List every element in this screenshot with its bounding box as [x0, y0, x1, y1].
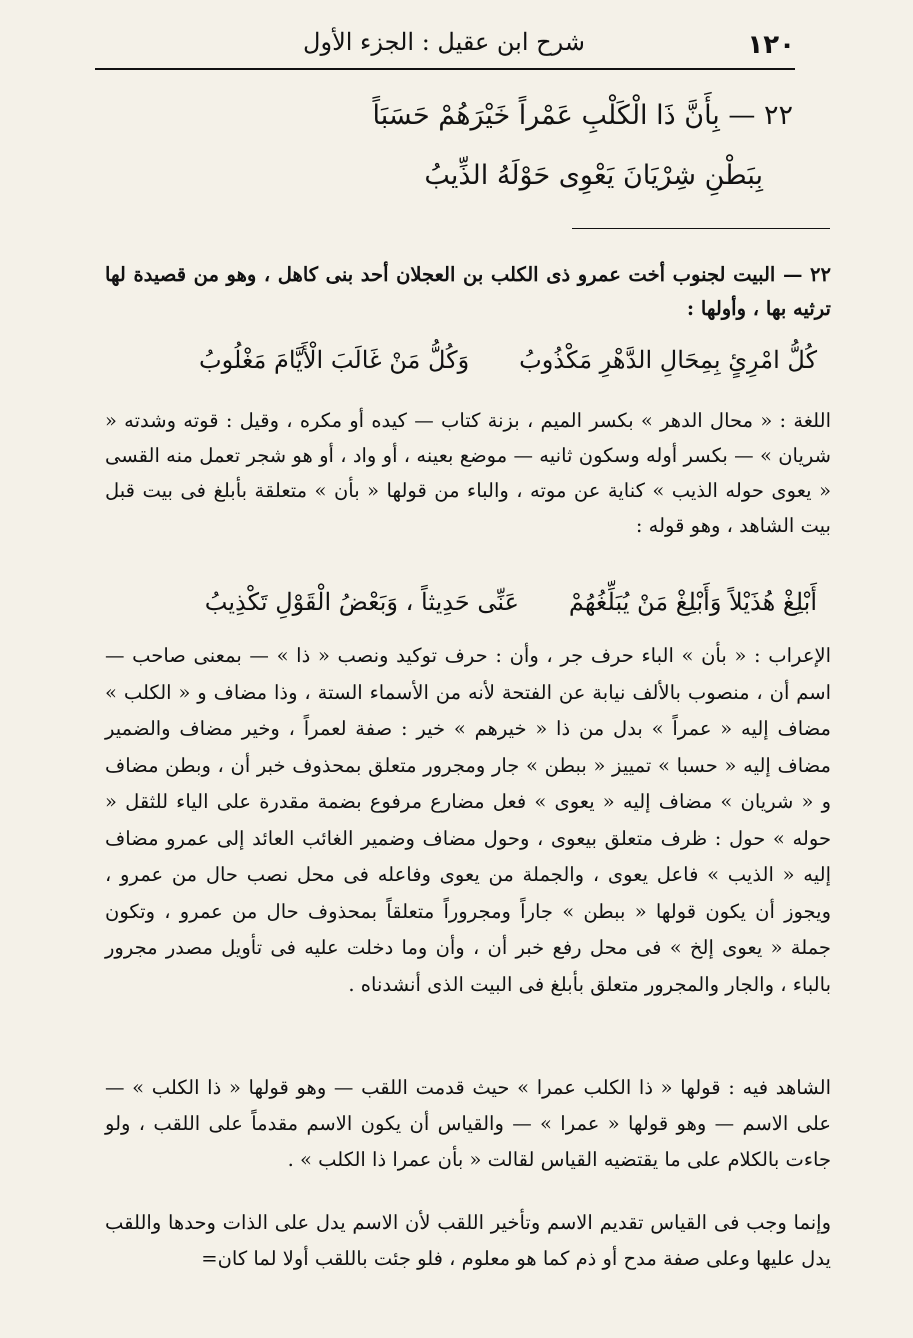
- cited-verse-2: [205, 588, 817, 616]
- poem-line-2: بِبَطْنِ شِرْيَانَ يَعْوِى حَوْلَهُ الذِّيبُ: [424, 160, 763, 191]
- language-notes: اللغة : « محال الدهر » بكسر الميم ، بزنة كتاب — كيده أو مكره ، وقيل : قوته وشدته « شريان » — بكسر أوله وسكون ثانيه — موضع بعينه ، أو واد ، أو هو شجر تعمل منه القسى « يعوى حوله الذيب » كناية عن موته ، والباء من قولها « بأن » متعلقة بأبلغ فى بيت قبل بيت الشاهد ، وهو قوله :: [105, 409, 831, 537]
- footnote-intro: ٢٢ — البيت لجنوب أخت عمرو ذى الكلب بن العجلان أحد بنى كاهل ، وهو من قصيدة لها ترثيه بها ، وأولها :: [105, 263, 831, 320]
- running-title: شرح ابن عقيل : الجزء الأول: [303, 28, 585, 56]
- footnote-rule: [572, 228, 830, 229]
- grammatical-analysis: الإعراب : « بأن » الباء حرف جر ، وأن : حرف توكيد ونصب « ذا » — بمعنى صاحب — اسم أن ، منصوب بالألف نيابة عن الفتحة لأنه من الأسماء الستة ، وذا مضاف و « الكلب » مضاف إليه « عمراً » بدل من ذا « خيرهم » خير : صفة لعمراً ، وخير مضاف والضمير مضاف إليه « حسبا » تمييز « ببطن » جار ومجرور متعلق بمحذوف خبر أن ، وبطن مضاف و « شريان » مضاف إليه « يعوى » فعل مضارع مرفوع بضمة مقدرة على الياء للثقل « حوله » حول : ظرف متعلق بيعوى ، وحول مضاف وضمير الغائب العائد إلى عمرو مضاف إليه « الذيب » فاعل يعوى ، والجملة من يعوى وفاعله فى محل نصب حال من عمرو ، ويجوز أن يكون قولها « ببطن » جاراً ومجروراً متعلقاً بمحذوف حال من عمرو ، وتكون جملة « يعوى إلخ » فى محل رفع خبر أن ، وأن وما دخلت عليه فى تأويل مصدر مجرور بالباء ، والجار والمجرور متعلق بأبلغ فى البيت الذى أنشدناه .: [105, 644, 831, 996]
- verse-2-second-hemistich: عَنِّى حَدِيثاً ، وَبَعْضُ الْقَوْلِ تَكْذِيبُ: [204, 588, 519, 616]
- verse-2-first-hemistich: أَبْلِغْ هُذَيْلاً وَأَبْلِغْ مَنْ يُبَلِّغُهُمْ: [568, 588, 817, 616]
- evidence-paragraph: الشاهد فيه : قولها « ذا الكلب عمرا » حيث قدمت اللقب — وهو قولها « ذا الكلب » — على الاسم — وهو قولها « عمرا » — والقياس أن يكون الاسم مقدماً على اللقب ، ولو جاءت بالكلام على ما يقتضيه القياس لقالت « بأن عمرا ذا الكلب » .: [105, 1076, 831, 1171]
- verse-1-second-hemistich: وَكُلُّ مَنْ غَالَبَ الْأَيَّامَ مَغْلُوبُ: [199, 346, 470, 374]
- page-number: ١٢٠: [747, 30, 795, 60]
- rule-explanation: وإنما وجب فى القياس تقديم الاسم وتأخير اللقب لأن الاسم يدل على الذات وحدها واللقب يدل عليها وعلى صفة مدح أو ذم كما هو معلوم ، فلو جئت باللقب أولا لما كان=: [105, 1211, 831, 1270]
- verse-1-first-hemistich: كُلُّ امْرِئٍ بِمِحَالِ الدَّهْرِ مَكْذُوبُ: [519, 346, 817, 374]
- cited-verse-1: [199, 346, 817, 374]
- header-rule: [95, 68, 795, 70]
- poem-line-1: ٢٢ — بِأَنَّ ذَا الْكَلْبِ عَمْراً خَيْرَهُمْ حَسَبَاً: [372, 100, 793, 131]
- page-header: [95, 22, 795, 70]
